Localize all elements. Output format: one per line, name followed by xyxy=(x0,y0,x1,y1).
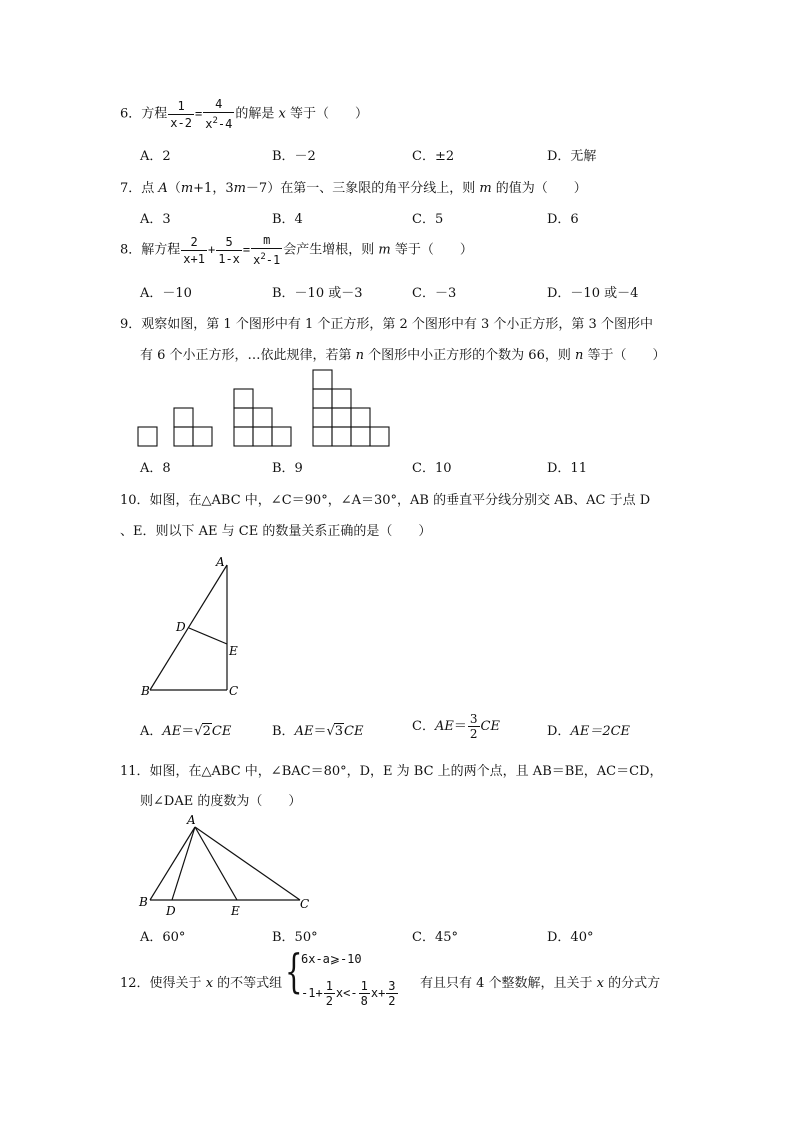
fraction: $\frac{3}{2}$ xyxy=(388,979,396,1008)
question-6: 6．方程 $\frac{1}{x-2}$ = $\frac{4}{x^2-4}$ 的解是 x 等于（ ） xyxy=(120,97,368,131)
option-d[interactable]: D．AE＝2CE xyxy=(547,724,631,739)
question-12-prefix: 12．使得关于 x 的不等式组 xyxy=(120,976,283,991)
small-square xyxy=(193,427,212,446)
option-c[interactable]: C．－3 xyxy=(412,286,457,301)
pattern-figure-2 xyxy=(174,408,212,446)
option-b[interactable]: B．50° xyxy=(272,930,318,945)
option-b[interactable]: B．－2 xyxy=(272,149,316,164)
label-e: E xyxy=(231,904,240,918)
side-ab xyxy=(150,565,227,690)
option-d[interactable]: D．40° xyxy=(547,930,594,945)
question-11-line-2: 则∠DAE 的度数为（ ） xyxy=(140,794,302,809)
small-square xyxy=(313,370,332,389)
small-square xyxy=(332,389,351,408)
question-number: 9． xyxy=(120,317,142,332)
fraction: $\frac{5}{1-x}$ xyxy=(218,234,240,266)
option-d[interactable]: D．11 xyxy=(547,461,587,476)
segment-ad xyxy=(172,827,195,900)
inequality-2: -1+ $\frac{1}{2}$ x<- $\frac{1}{8}$ x+ $\frac{3}{2}$ xyxy=(301,979,396,1008)
triangle-figure-q10 xyxy=(130,555,280,705)
small-square xyxy=(253,408,272,427)
small-square xyxy=(351,427,370,446)
label-c: C xyxy=(300,897,310,911)
fraction: $\frac{4}{x^2-4}$ xyxy=(205,97,233,131)
label-c: C xyxy=(229,684,239,698)
question-number: 11． xyxy=(120,764,150,779)
small-square xyxy=(174,427,193,446)
option-b[interactable]: B．4 xyxy=(272,212,303,227)
question-text: 方程 xyxy=(141,106,168,122)
small-square xyxy=(272,427,291,446)
segment-ae xyxy=(195,827,237,900)
question-11-line-1: 11．如图，在△ABC 中，∠BAC＝80°，D，E 为 BC 上的两个点，且 AB＝BE，AC＝CD， xyxy=(120,764,663,779)
small-square xyxy=(332,408,351,427)
small-square xyxy=(253,427,272,446)
question-12-suffix: 有且只有 4 个整数解，且关于 x 的分式方 xyxy=(420,976,661,991)
question-10-line-2: 、E．则以下 AE 与 CE 的数量关系正确的是（ ） xyxy=(120,524,432,539)
pattern-figure-3 xyxy=(234,389,291,446)
option-c[interactable]: C．AE＝ $\frac{3}{2}$ CE xyxy=(412,712,500,741)
small-square xyxy=(370,427,389,446)
label-d: D xyxy=(176,620,186,634)
small-square xyxy=(174,408,193,427)
system-brace: { xyxy=(285,944,303,998)
option-c[interactable]: C．5 xyxy=(412,212,444,227)
question-number: 10． xyxy=(120,493,150,508)
label-a: A xyxy=(187,813,196,827)
fraction: $\frac{2}{x+1}$ xyxy=(183,234,205,266)
option-b[interactable]: B．AE＝√3CE xyxy=(272,724,364,739)
option-c[interactable]: C．10 xyxy=(412,461,452,476)
option-c[interactable]: C．45° xyxy=(412,930,458,945)
option-d[interactable]: D．6 xyxy=(547,212,579,227)
small-square xyxy=(234,389,253,408)
inequality-1: 6x-a⩾-10 xyxy=(301,952,362,966)
question-number: 6． xyxy=(120,106,142,122)
small-square xyxy=(313,389,332,408)
option-b[interactable]: B．－10 或－3 xyxy=(272,286,363,301)
small-square xyxy=(351,408,370,427)
small-square xyxy=(313,427,332,446)
sqrt-symbol: √ xyxy=(326,724,335,739)
fraction: $\frac{3}{2}$ xyxy=(469,712,478,741)
question-9-line-1: 9．观察如图，第 1 个图形中有 1 个正方形，第 2 个图形中有 3 个小正方形，第 3 个图形中 xyxy=(120,317,653,332)
fraction: $\frac{1}{2}$ xyxy=(325,979,333,1008)
fraction: $\frac{m}{x^2-1}$ xyxy=(253,233,281,267)
option-a[interactable]: A．8 xyxy=(140,461,171,476)
label-e: E xyxy=(229,644,238,658)
option-c[interactable]: C．±2 xyxy=(412,149,455,164)
question-7: 7．点 A（m+1，3m－7）在第一、三象限的角平分线上，则 m 的值为（ ） xyxy=(120,181,587,196)
option-a[interactable]: A．2 xyxy=(140,149,171,164)
sqrt-symbol: √ xyxy=(194,724,203,739)
label-b: B xyxy=(141,684,150,698)
question-number: 12． xyxy=(120,976,150,991)
fraction: $\frac{1}{x-2}$ xyxy=(170,98,192,130)
triangle-figure-q11 xyxy=(135,812,325,922)
side-ac xyxy=(195,827,300,900)
option-a[interactable]: A．3 xyxy=(140,212,171,227)
question-10-line-1: 10．如图，在△ABC 中，∠C＝90°，∠A＝30°，AB 的垂直平分线分别交 AB、AC 于点 D xyxy=(120,493,651,508)
option-d[interactable]: D．无解 xyxy=(547,149,597,164)
option-a[interactable]: A．60° xyxy=(140,930,186,945)
segment-de xyxy=(189,628,227,644)
side-ab xyxy=(150,827,195,900)
label-b: B xyxy=(139,895,148,909)
small-square xyxy=(313,408,332,427)
small-square xyxy=(332,427,351,446)
question-number: 7． xyxy=(120,181,142,196)
small-square xyxy=(138,427,157,446)
option-a[interactable]: A．－10 xyxy=(140,286,192,301)
fraction: $\frac{1}{8}$ xyxy=(360,979,368,1008)
label-a: A xyxy=(216,555,225,569)
question-number: 8． xyxy=(120,242,142,258)
pattern-figure-1 xyxy=(138,427,157,446)
option-b[interactable]: B．9 xyxy=(272,461,303,476)
option-d[interactable]: D．－10 或－4 xyxy=(547,286,639,301)
label-d: D xyxy=(166,904,176,918)
question-9-line-2: 有 6 个小正方形，…依此规律，若第 n 个图形中小正方形的个数为 66，则 n 等于（ ） xyxy=(140,348,666,363)
question-8: 8．解方程 $\frac{2}{x+1}$ + $\frac{5}{1-x}$ = $\frac{m}{x^2-1}$ 会产生增根，则 m 等于（ ） xyxy=(120,233,473,267)
option-a[interactable]: A．AE＝√2CE xyxy=(140,724,232,739)
pattern-figure-4 xyxy=(313,370,389,446)
small-square xyxy=(234,427,253,446)
small-square xyxy=(234,408,253,427)
